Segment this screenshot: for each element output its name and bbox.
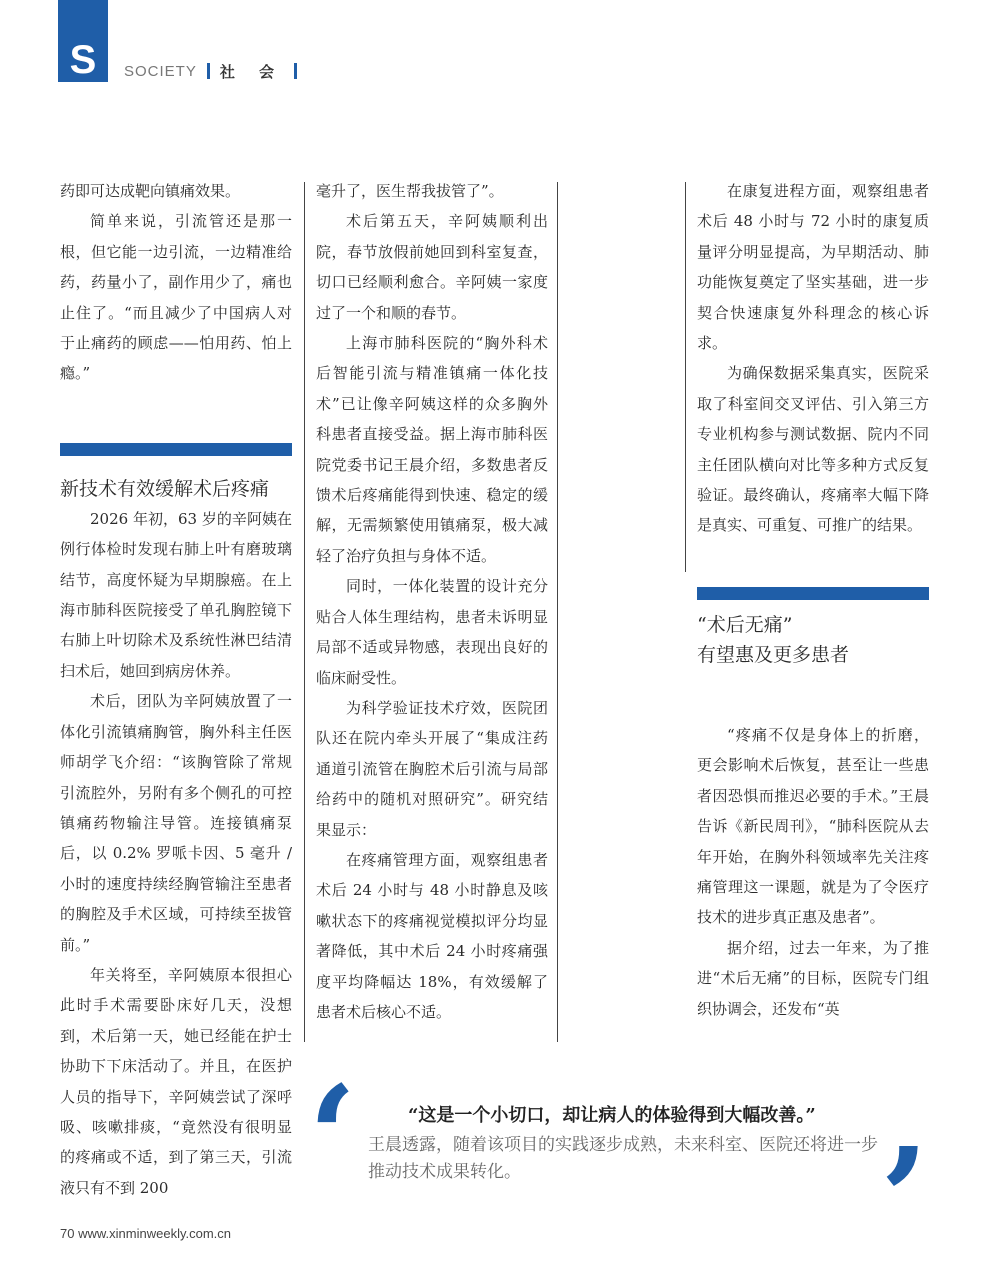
section-name-en: SOCIETY (124, 62, 197, 80)
paragraph: 术后，团队为辛阿姨放置了一体化引流镇痛胸管，胸外科主任医师胡学飞介绍：“该胸管除了常规引流腔外，另附有多个侧孔的可控镇痛药物输注导管。连接镇痛泵后，以 0.2% 罗哌卡因、5 毫升 / 小时的速度持续经胸管输注至患者的胸腔及手术区域，可持续至拔管前。” (60, 692, 292, 954)
paragraph: 术后第五天，辛阿姨顺利出院，春节放假前她回到科室复查，切口已经顺利愈合。辛阿姨一家度过了一个和顺的春节。 (316, 212, 548, 322)
paragraph: 2026 年初，63 岁的辛阿姨在例行体检时发现右肺上叶有磨玻璃结节，高度怀疑为早期腺癌。在上海市肺科医院接受了单孔胸腔镜下右肺上叶切除术及系统性淋巴结清扫术后，她回到病房休养。 (60, 509, 292, 680)
website-link[interactable]: www.xinminweekly.com.cn (78, 1226, 232, 1241)
paragraph: 为科学验证技术疗效，医院团队还在院内牵头开展了“集成注药通道引流管在胸腔术后引流与局部给药中的随机对照研究”。研究结果显示： (316, 698, 548, 839)
page-number: 70 (60, 1226, 75, 1241)
column-divider (685, 182, 686, 572)
paragraph: 在康复进程方面，观察组患者术后 48 小时与 72 小时的康复质量评分明显提高，为早期活动、肺功能恢复奠定了坚实基础，进一步契合快速康复外科理念的核心诉求。 (697, 182, 929, 353)
paragraph: 毫升了，医生帮我拔管了”。 (316, 182, 504, 200)
section-divider-end (294, 63, 297, 79)
heading-accent-bar (697, 587, 929, 600)
open-quote-icon: ‘ (308, 1056, 357, 1220)
article-column-2 (316, 176, 548, 1027)
subheading (697, 610, 929, 670)
pull-quote-caption: 王晨透露，随着该项目的实践逐步成熟，未来科室、医院还将进一步推动技术成果转化。 (368, 1135, 878, 1182)
paragraph: 为确保数据采集真实，医院采取了科室间交叉评估、引入第三方专业机构参与测试数据、院内不同主任团队横向对比等多种方式反复验证。最终确认，疼痛率大幅下降是真实、可重复、可推广的结果。 (697, 364, 929, 535)
section-name-cn: 社 会 (219, 63, 285, 81)
subheading-line: “术后无痛” (697, 613, 793, 636)
pull-quote: “这是一个小切口，却让病人的体验得到大幅改善。” (408, 1105, 816, 1126)
paragraph: 药即可达成靶向镇痛效果。 (60, 182, 241, 200)
section-header (124, 60, 297, 82)
paragraph: “疼痛不仅是身体上的折磨，更会影响术后恢复，甚至让一些患者因恐惧而推迟必要的手术。”王晨告诉《新民周刊》，“肺科医院从去年开始，在胸外科领域率先关注疼痛管理这一课题，就是为了令医疗技术的进步真正惠及患者”。 (697, 725, 929, 927)
paragraph: 简单来说，引流管还是那一根，但它能一边引流，一边精准给药，药量小了，副作用少了，痛也止住了。“而且减少了中国病人对于止痛药的顾虑——怕用药、怕上瘾。” (60, 212, 292, 383)
paragraph: 上海市肺科医院的“胸外科术后智能引流与精准镇痛一体化技术”已让像辛阿姨这样的众多胸外科患者直接受益。据上海市肺科医院党委书记王晨介绍，多数患者反馈术后疼痛能得到快速、稳定的缓解，无需频繁使用镇痛泵，极大减轻了治疗负担与身体不适。 (316, 334, 548, 565)
paragraph: 在疼痛管理方面，观察组患者术后 24 小时与 48 小时静息及咳嗽状态下的疼痛视觉模拟评分均显著降低，其中术后 24 小时疼痛强度平均降幅达 18%，有效缓解了患者术后核心不适。 (316, 850, 548, 1021)
column-divider (304, 182, 305, 1042)
article-column-1 (60, 176, 292, 1203)
page-footer (60, 1226, 231, 1241)
heading-accent-bar (60, 443, 292, 456)
column-divider (557, 182, 558, 1042)
paragraph: 据介绍，过去一年来，为了推进“术后无痛”的目标，医院专门组织协调会，还发布“英 (697, 938, 929, 1018)
paragraph: 年关将至，辛阿姨原本很担心此时手术需要卧床好几天，没想到，术后第一天，她已经能在护士协助下下床活动了。并且，在医护人员的指导下，辛阿姨尝试了深呼吸、咳嗽排痰，“竟然没有很明显的疼痛或不适，到了第三天，引流液只有不到 200 (60, 965, 292, 1197)
paragraph: 同时，一体化装置的设计充分贴合人体生理结构，患者未诉明显局部不适或异物感，表现出良好的临床耐受性。 (316, 577, 548, 687)
article-column-3 (697, 176, 929, 1024)
close-quote-icon: ’ (880, 1118, 929, 1282)
subheading-line: 有望惠及更多患者 (697, 643, 850, 666)
section-tab-letter: S (69, 38, 97, 82)
section-tab (58, 0, 108, 82)
section-divider (207, 63, 210, 79)
subheading: 新技术有效缓解术后疼痛 (60, 477, 270, 500)
